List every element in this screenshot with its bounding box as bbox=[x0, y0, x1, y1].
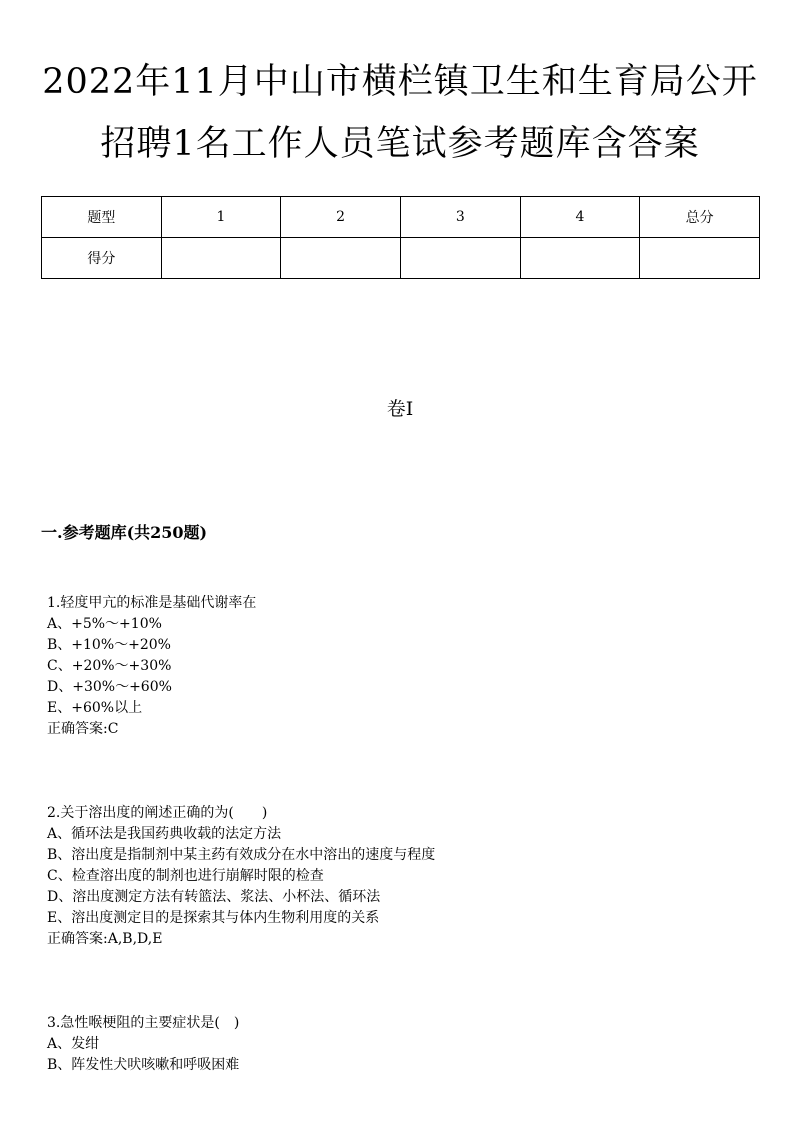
option-e: E、+60%以上 bbox=[47, 700, 143, 716]
header-cell-1: 1 bbox=[161, 197, 281, 238]
option-b: B、阵发性犬吠咳嗽和呼吸困难 bbox=[47, 1057, 240, 1073]
question-3 bbox=[47, 1013, 239, 1076]
score-cell-4 bbox=[520, 238, 640, 279]
option-e: E、溶出度测定目的是探索其与体内生物利用度的关系 bbox=[47, 910, 380, 926]
option-d: D、溶出度测定方法有转篮法、浆法、小杯法、循环法 bbox=[47, 889, 381, 905]
option-c: C、检查溶出度的制剂也进行崩解时限的检查 bbox=[47, 868, 324, 884]
correct-answer: 正确答案:C bbox=[47, 721, 119, 737]
section-heading: 一.参考题库(共250题) bbox=[41, 523, 208, 542]
score-cell-3 bbox=[400, 238, 520, 279]
score-table-score-row bbox=[42, 238, 760, 279]
score-cell-total bbox=[640, 238, 760, 279]
score-table-header-row bbox=[42, 197, 760, 238]
score-cell-2 bbox=[281, 238, 401, 279]
question-2 bbox=[47, 803, 435, 950]
question-stem: 3.急性喉梗阻的主要症状是( ) bbox=[47, 1015, 240, 1031]
header-cell-total: 总分 bbox=[640, 197, 760, 238]
correct-answer: 正确答案:A,B,D,E bbox=[47, 931, 163, 947]
document-title-line-2: 招聘1名工作人员笔试参考题库含答案 bbox=[100, 124, 700, 164]
volume-heading: 卷I bbox=[386, 398, 414, 420]
score-table bbox=[41, 196, 760, 279]
header-cell-2: 2 bbox=[281, 197, 401, 238]
option-c: C、+20%～+30% bbox=[47, 658, 172, 674]
header-cell-4: 4 bbox=[520, 197, 640, 238]
option-b: B、+10%～+20% bbox=[47, 637, 171, 653]
header-cell-3: 3 bbox=[400, 197, 520, 238]
question-stem: 2.关于溶出度的阐述正确的为( ) bbox=[47, 805, 268, 821]
option-a: A、发绀 bbox=[47, 1036, 100, 1052]
option-a: A、循环法是我国药典收载的法定方法 bbox=[47, 826, 282, 842]
question-1 bbox=[47, 593, 256, 740]
header-cell-type: 题型 bbox=[42, 197, 162, 238]
option-d: D、+30%～+60% bbox=[47, 679, 172, 695]
score-row-label: 得分 bbox=[42, 238, 162, 279]
document-title-line-1: 2022年11月中山市横栏镇卫生和生育局公开 bbox=[42, 62, 758, 102]
option-a: A、+5%～+10% bbox=[47, 616, 162, 632]
question-stem: 1.轻度甲亢的标准是基础代谢率在 bbox=[47, 595, 257, 611]
option-b: B、溶出度是指制剂中某主药有效成分在水中溶出的速度与程度 bbox=[47, 847, 436, 863]
score-cell-1 bbox=[161, 238, 281, 279]
